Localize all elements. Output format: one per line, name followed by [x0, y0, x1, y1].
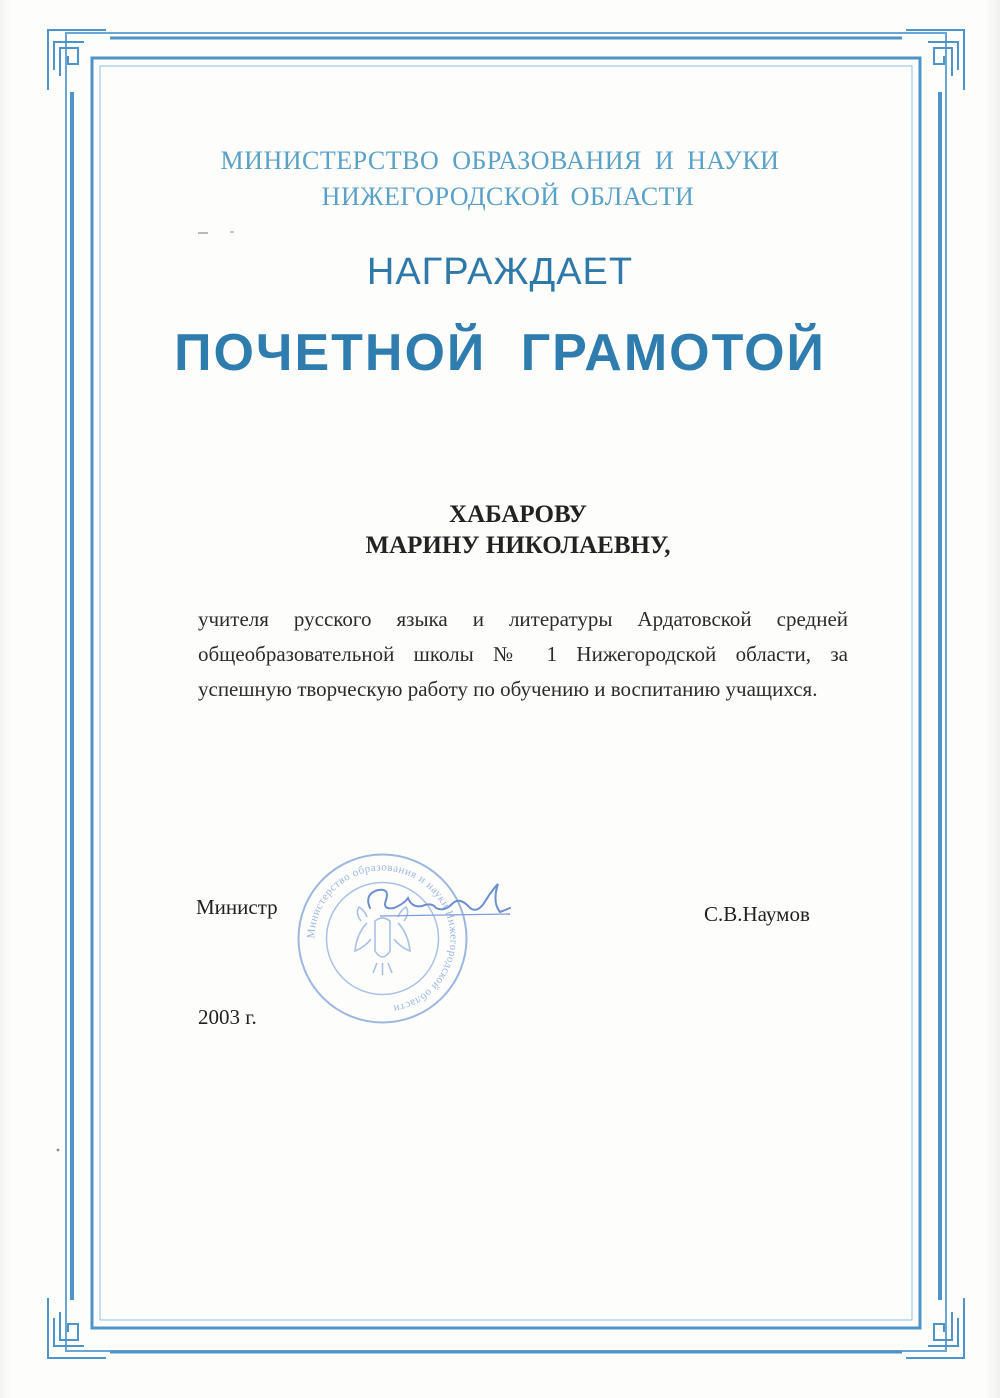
seal-ring-text: Министерство образования и науки Нижегородской области — [305, 861, 460, 1015]
recipient-given-names: МАРИНУ НИКОЛАЕВНУ, — [365, 532, 671, 559]
minister-signature — [360, 878, 520, 926]
issue-year: 2003 г. — [198, 1005, 257, 1029]
awards-heading: НАГРАЖДАЕТ — [366, 251, 634, 293]
recipient-surname: ХАБАРОВУ — [449, 501, 587, 528]
ministry-name-line2: НИЖЕГОРОДСКОЙ ОБЛАСТИ — [321, 182, 695, 211]
signatory-position: Министр — [196, 895, 278, 919]
signatory-name: С.В.Наумов — [704, 902, 810, 926]
award-title: ПОЧЕТНОЙ ГРАМОТОЙ — [174, 324, 826, 382]
citation-text: учителя русского языка и литературы Ардатовской средней общеобразовательной школы № 1 Нижегородской области, за успешную творческую работу по обучению и воспитанию учащихся. — [198, 607, 848, 701]
ministry-name-line1: МИНИСТЕРСТВО ОБРАЗОВАНИЯ И НАУКИ — [220, 146, 780, 175]
